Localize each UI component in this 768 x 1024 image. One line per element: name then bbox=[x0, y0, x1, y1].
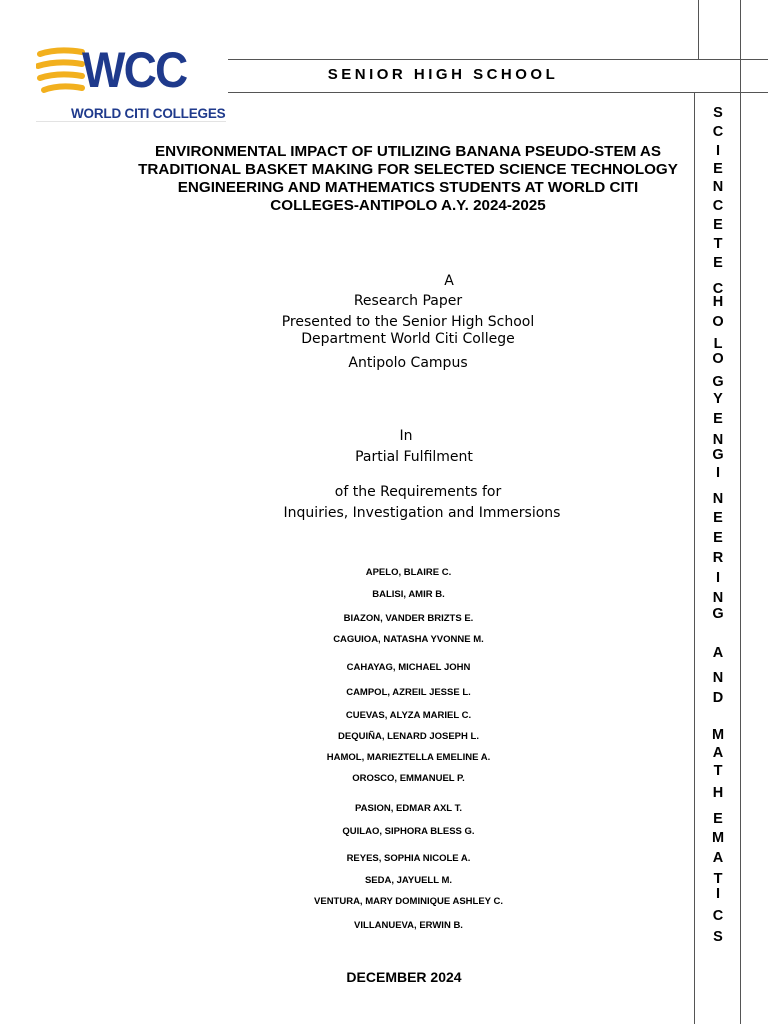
presentation-in: In bbox=[399, 428, 413, 444]
sidebar-left-rule-lower bbox=[694, 92, 695, 1024]
author-name: CAHAYAG, MICHAEL JOHN bbox=[346, 662, 471, 673]
strand-letter: I bbox=[715, 465, 721, 481]
sidebar-right-rule bbox=[740, 0, 741, 1024]
author-name: QUILAO, SIPHORA BLESS G. bbox=[342, 826, 475, 837]
strand-letter: S bbox=[713, 105, 723, 121]
title-line: ENVIRONMENTAL IMPACT OF UTILIZING BANANA PSEUDO-STEM AS bbox=[155, 143, 661, 160]
strand-letter: N bbox=[712, 590, 724, 606]
page-header-title: SENIOR HIGH SCHOOL bbox=[327, 66, 559, 83]
author-name: HAMOL, MARIEZTELLA EMELINE A. bbox=[326, 752, 491, 763]
logo-college-name: WORLD CITI COLLEGES bbox=[71, 106, 226, 121]
presentation-requirements: of the Requirements for bbox=[334, 484, 502, 500]
strand-letter: E bbox=[713, 811, 723, 827]
strand-letter: G bbox=[712, 447, 724, 463]
header-bottom-rule bbox=[228, 92, 768, 93]
presentation-presented-to: Presented to the Senior High School bbox=[281, 314, 535, 330]
author-name: REYES, SOPHIA NICOLE A. bbox=[346, 853, 471, 864]
strand-letter: N bbox=[712, 670, 724, 686]
strand-letter: E bbox=[713, 161, 723, 177]
strand-letter: D bbox=[712, 690, 724, 706]
logo-wordmark: WCC bbox=[82, 42, 187, 98]
submission-date: DECEMBER 2024 bbox=[346, 969, 462, 985]
strand-letter: N bbox=[712, 432, 724, 448]
strand-letter: T bbox=[713, 236, 723, 252]
strand-letter: N bbox=[712, 179, 724, 195]
strand-letter: A bbox=[712, 850, 724, 866]
strand-letter: T bbox=[713, 871, 723, 887]
strand-letter: E bbox=[713, 510, 723, 526]
strand-letter: E bbox=[713, 411, 723, 427]
presentation-department: Department World Citi College bbox=[301, 331, 515, 347]
strand-letter: N bbox=[712, 491, 724, 507]
title-line: TRADITIONAL BASKET MAKING FOR SELECTED SCIENCE TECHNOLOGY bbox=[138, 161, 678, 178]
author-name: BIAZON, VANDER BRIZTS E. bbox=[343, 613, 474, 624]
strand-letter: E bbox=[713, 217, 723, 233]
strand-letter: I bbox=[715, 570, 721, 586]
strand-letter: M bbox=[711, 830, 725, 846]
header-top-rule bbox=[228, 59, 768, 60]
strand-letter: R bbox=[712, 550, 724, 566]
strand-letter: M bbox=[711, 727, 725, 743]
strand-letter: S bbox=[713, 929, 723, 945]
author-name: PASION, EDMAR AXL T. bbox=[355, 803, 462, 814]
author-name: VILLANUEVA, ERWIN B. bbox=[354, 920, 463, 931]
title-line: COLLEGES-ANTIPOLO A.Y. 2024-2025 bbox=[270, 197, 546, 214]
strand-letter: I bbox=[715, 143, 721, 159]
strand-letter: E bbox=[713, 255, 723, 271]
strand-letter: Y bbox=[713, 391, 723, 407]
presentation-a: A bbox=[444, 273, 454, 289]
strand-letter: I bbox=[715, 886, 721, 902]
strand-letter: G bbox=[712, 606, 724, 622]
title-line: ENGINEERING AND MATHEMATICS STUDENTS AT WORLD CITI bbox=[177, 179, 639, 196]
strand-letter: C bbox=[712, 281, 724, 297]
presentation-campus: Antipolo Campus bbox=[348, 355, 468, 371]
strand-letter: T bbox=[713, 763, 723, 779]
author-name: BALISI, AMIR B. bbox=[372, 589, 445, 600]
strand-letter: H bbox=[712, 785, 724, 801]
strand-letter: G bbox=[712, 374, 724, 390]
strand-letter: L bbox=[713, 336, 723, 352]
author-name: VENTURA, MARY DOMINIQUE ASHLEY C. bbox=[314, 896, 503, 907]
author-name: CAGUIOA, NATASHA YVONNE M. bbox=[333, 634, 484, 645]
presentation-partial: Partial Fulfilment bbox=[355, 449, 473, 465]
logo-divider bbox=[36, 121, 226, 122]
strand-letter: O bbox=[712, 314, 724, 330]
presentation-research-paper: Research Paper bbox=[353, 293, 463, 309]
author-name: OROSCO, EMMANUEL P. bbox=[352, 773, 465, 784]
presentation-subject: Inquiries, Investigation and Immersions bbox=[283, 505, 561, 521]
wcc-logo bbox=[36, 44, 226, 122]
strand-letter: A bbox=[712, 645, 724, 661]
author-name: CUEVAS, ALYZA MARIEL C. bbox=[345, 710, 472, 721]
wcc-wave-icon bbox=[36, 46, 86, 106]
strand-letter: C bbox=[712, 198, 724, 214]
strand-letter: H bbox=[712, 294, 724, 310]
strand-letter: C bbox=[712, 908, 724, 924]
author-name: APELO, BLAIRE C. bbox=[365, 567, 452, 578]
research-title bbox=[130, 143, 686, 215]
strand-letter: A bbox=[712, 745, 724, 761]
strand-letter: E bbox=[713, 530, 723, 546]
author-name: SEDA, JAYUELL M. bbox=[364, 875, 453, 886]
author-name: DEQUIÑA, LENARD JOSEPH L. bbox=[338, 731, 479, 742]
strand-letter: C bbox=[712, 124, 724, 140]
author-name: CAMPOL, AZREIL JESSE L. bbox=[346, 687, 471, 698]
strand-letter: O bbox=[712, 351, 724, 367]
sidebar-left-rule bbox=[698, 0, 699, 59]
